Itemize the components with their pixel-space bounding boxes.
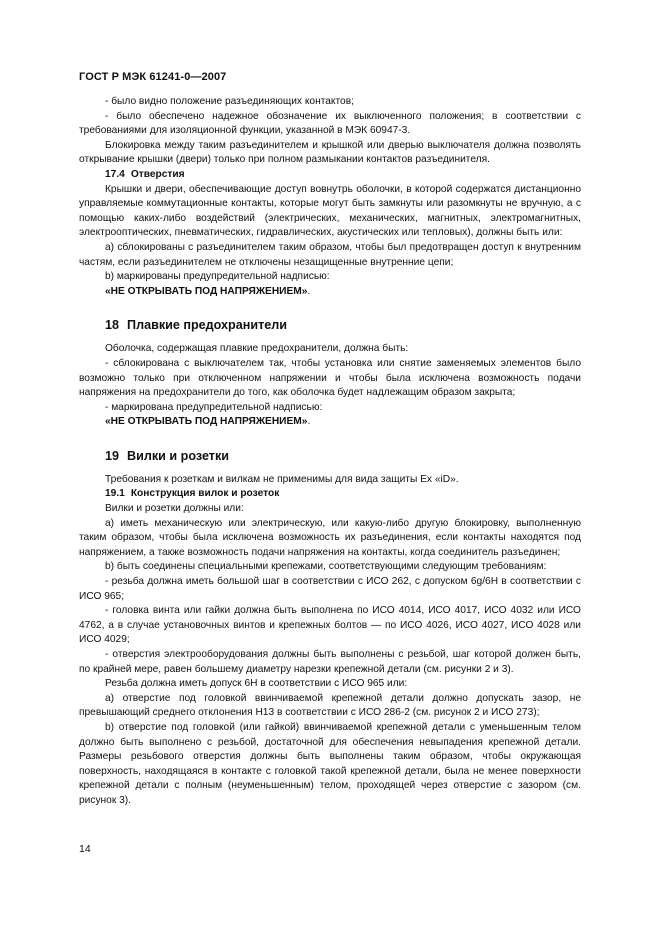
warning-text: «НЕ ОТКРЫВАТЬ ПОД НАПРЯЖЕНИЕМ» [105,416,308,428]
section-heading-18 [105,317,581,333]
subsection-number: 19.1 [105,488,125,500]
list-item: а) сблокированы с разъединителем таким образом, чтобы был предотвращен доступ к внутренним частям, если разъединителем не отключены незащищенные внутренние цепи; [79,241,581,268]
section-number: 19 [105,448,120,463]
subsection-heading-19-1 [105,487,581,502]
warning-text: «НЕ ОТКРЫВАТЬ ПОД НАПРЯЖЕНИЕМ» [105,285,308,297]
section-title: Вилки и розетки [127,448,230,463]
section-heading-19 [105,448,581,464]
paragraph: Крышки и двери, обеспечивающие доступ вовнутрь оболочки, в которой содержатся дистанционно управляемые коммутационные контакты, которые могут быть замкнуты или разомкнуты не вручную, а с помощью каких-либо воздействий (электрических, механических, магнитных, электромагнитных, электрооптических, пневматических, гидравлических, акустических или тепловых), должны быть или: [79,183,581,239]
list-item: b) отверстие под головкой (или гайкой) ввинчиваемой крепежной детали с уменьшенным телом должно быть выполнено с резьбой, достаточной для обеспечения невыпадения крепежной детали. Размеры резьбового отверстия должны быть выполнены таким образом, чтобы окружающая поверхность, находящаяся в контакте с головкой такой крепежной детали, была не менее поверхности крепежной детали с полным (неуменьшенным) телом, проходящей через отверстие с зазором (см. рисунок 3). [79,721,581,806]
subsection-heading-17-4 [105,168,581,183]
warning-period: . [307,285,311,297]
paragraph: Блокировка между таким разъединителем и крышкой или дверью выключателя должна позволять открывание крышки (двери) только при полном размыкании контактов разъединителя. [79,139,581,166]
subsection-number: 17.4 [105,168,125,180]
paragraph: - было видно положение разъединяющих контактов; [105,96,354,107]
document-header: ГОСТ Р МЭК 61241-0—2007 [79,71,227,83]
warning-line [79,285,581,300]
list-item: - маркирована предупредительной надписью: [105,401,323,413]
page-number: 14 [79,843,91,855]
list-item: - резьба должна иметь большой шаг в соответствии с ИСО 262, с допуском 6g/6H в соответствии с ИСО 965; [79,576,581,602]
list-item: - головка винта или гайки должна быть выполнена по ИСО 4014, ИСО 4017, ИСО 4032 или ИСО 4762, а в случае установочных винтов и крепежных болтов — по ИСО 4026, ИСО 4027, ИСО 4028 или ИСО 4029; [79,605,581,646]
section-title: Плавкие предохранители [127,318,288,333]
subsection-title: Отверстия [130,168,185,180]
section-number: 18 [105,318,120,333]
subsection-title: Конструкция вилок и розеток [130,488,280,500]
paragraph: Резьба должна иметь допуск 6H в соответствии с ИСО 965 или: [105,678,408,690]
paragraph: Требования к розеткам и вилкам не применимы для вида защиты Ex «iD». [105,473,459,485]
paragraph: Оболочка, содержащая плавкие предохранители, должна быть: [105,343,409,355]
document-body [79,95,581,809]
paragraph: Вилки и розетки должны или: [105,503,244,515]
warning-line [79,415,581,430]
list-item: - отверстия электрооборудования должны быть выполнены с резьбой, шаг которой должен быть, по крайней мере, равен большему диаметру нарезки крепежной детали (см. рисунки 2 и 3). [79,649,581,675]
list-item: b) быть соединены специальными крепежами, соответствующими следующим требованиям: [105,561,547,573]
paragraph: - было обеспечено надежное обозначение их выключенного положения; в соответствии с требованиями для изоляционной функции, указанной в МЭК 60947-3. [79,110,581,137]
warning-period: . [307,416,311,428]
list-item: - сблокирована с выключателем так, чтобы установка или снятие заменяемых элементов было возможно только при отключенном напряжении и чтобы была исключена возможность подачи напряжения на предохранители до того, как оболочка будет надлежащим образом закрыта; [79,357,581,399]
list-item: а) иметь механическую или электрическую, или какую-либо другую блокировку, выполненную таким образом, чтобы была исключена возможность их разъединения, если контакты находятся под напряжением, а также возможность подачи напряжения на контакты, когда соединитель разъединен; [79,517,581,558]
list-item: а) отверстие под головкой ввинчиваемой крепежной детали должно допускать зазор, не превышающий среднего отклонения H13 в соответствии с ИСО 286-2 (см. рисунок 2 и ИСО 273); [79,692,581,719]
list-item: b) маркированы предупредительной надписью: [105,271,330,283]
